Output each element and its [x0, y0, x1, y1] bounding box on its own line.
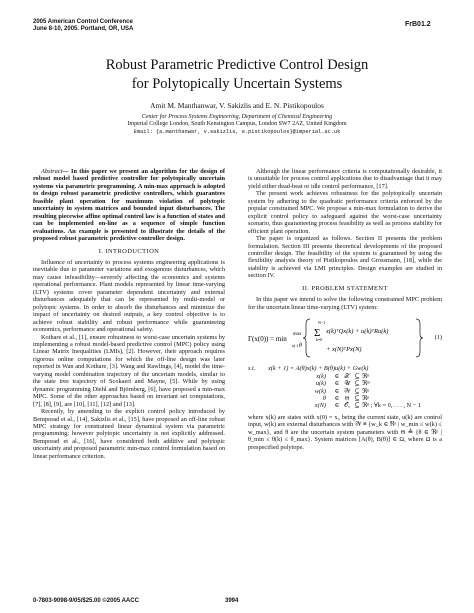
section-heading-problem-statement: II. PROBLEM STATEMENT	[302, 284, 388, 292]
svg-text:Σ: Σ	[314, 327, 321, 340]
objective-equation	[248, 316, 442, 360]
svg-text:x(k)ᵀQx(k) + u(k)ᵀRu(k): x(k)ᵀQx(k) + u(k)ᵀRu(k)	[326, 328, 389, 336]
constraint-lhs: x(N)	[314, 402, 326, 410]
session-code: FrB01.2	[405, 21, 431, 28]
right-column	[248, 168, 442, 451]
svg-text:u(·): u(·)	[292, 343, 298, 349]
section-heading-introduction: I. INTRODUCTION	[98, 247, 160, 255]
objective-formula	[248, 316, 426, 360]
title-line-2: for Polytopically Uncertain Systems	[131, 76, 343, 92]
constraint-lhs: x(k)	[316, 372, 326, 380]
right-paragraph-2: The present work achieves robustness for the polytopically uncertain system by adhering to the quadratic performance criteria enforced by the popular constrained MPC. We propose a min-max formulation to derive the explicit control policy to safeguard against the worst-case uncertainty scenario, thus guaranteeing process feasibility as well as process stability for efficient plant operation.	[248, 190, 442, 235]
conference-header	[33, 19, 133, 33]
subject-to-label: s.t.	[248, 365, 256, 373]
right-paragraph-3: The paper is organized as follows. Section II presents the problem formulation. Section III presents theoretical developments of the proposed controller design. The feasibility of the system is guaranteed by using the flexibility analysis theory of Pistikopoulos and Grossmann, [18], while the stability is achieved via LMI principles. Design examples are studied in section IV.	[248, 235, 442, 280]
footer-page-number: 3994	[225, 598, 239, 604]
svg-text:N−1: N−1	[318, 320, 326, 326]
affiliation-address: Imperial College London, South Kensington Campus, London SW7 2AZ, United Kingdom	[127, 121, 347, 128]
intro-paragraph-3: Recently, by amending to the explicit control policy introduced by Bemporad et al., [14], Sakizlis et al., [15], have proposed an off-line robust MPC strategy for constrained linear dynamical system via parametric programming; however polytopic uncertainty is not explicitly addressed. Bemporad et al., [16], have considered both additive and polytopic uncertainty and proposed parametric min-max control formulation based on linear performance criterion.	[33, 408, 225, 460]
affiliation-center: Center for Process Systems Engineering, Department of Chemical Engineering	[141, 114, 333, 120]
constraint-lhs: u(k)	[315, 380, 326, 388]
constraint-lhs: θ	[322, 394, 326, 402]
conference-line-2: June 8-10, 2005. Portland, OR, USA	[33, 26, 134, 32]
author-list: Amit M. Manthanwar, V. Sakizlis and E. N. Pistikopoulos	[150, 101, 324, 110]
svg-text:k=0: k=0	[316, 337, 323, 343]
constraint-block	[248, 365, 442, 410]
abstract-text: — In this paper we present an algorithm for the design of robust model based predictive controller for polytopically uncertain systems via parametric programming. A min-max approach is adopted to design robust parametric predictive controllers, which guarantees feasible plant operation for maximum violation of polytopic uncertainty in system matrices and bounded input disturbances. The resulting piecewise affine optimal control law is a function of states and can be implemented on-line as a sequence of simple function evaluations. An example is presented to illustrate the details of the proposed robust parametric predictive controller design.	[33, 168, 225, 243]
constraint-lhs: w(k)	[314, 387, 326, 395]
conference-line-1: 2005 American Control Conference	[33, 19, 133, 25]
constraint-row: u(k) ∈ 𝒰 ⊆ ℜᵐ	[248, 380, 442, 387]
closing-paragraph: where x(k) are states with x(0) = x₀ being the current state, u(k) are control input, w(k) are external disturbances with 𝒲 ≜ {w_k ∈ ℜⁿ | w_min ≤ w(k) ≤ w_max}, and θ are the uncertain system parameters with Θ ≜ {θ ∈ ℜᵖ | θ_min ≤ θ(k) ≤ θ_max}. System matrices [A(θ), B(θ)] ∈ Ω, where Ω is a prespecified polytope.	[248, 413, 442, 451]
title-line-1: Robust Parametric Predictive Control Design	[105, 57, 369, 73]
right-paragraph-1: Although the linear performance criteria is computationally desirable, it is unsuitable for process control applications due to disadvantage that it may yield either dead-beat or idle control performance, [17].	[248, 168, 442, 190]
dynamics-equation: x(k + 1) = A(θ)x(k) + B(θ)u(k) + Gw(k)	[268, 365, 369, 373]
intro-paragraph-2: Kothare et al., [1], ensure robustness to worst-case uncertain systems by implementing a robust model-based predictive control (MPC) policy using Linear Matrix Inequalities (LMIs), [2]. However, their approach requires rigorous online computations for which the off-line design was later reported in Wan and Kothare, [3]. Wang and Rawlings, [4], model the time-varying model combination trajectory of the uncertain models, similar to the state tree trajectory of Scokaert and Mayne, [5]. While by using dynamic programming Diehl and Björnberg, [6], have proposed a min-max MPC. Some of the other approaches based on invariant set computations, [7], [8], [9], are [10], [11], [12] and [13].	[33, 333, 225, 408]
constraint-row: x(k) ∈ 𝒳 ⊆ ℜⁿ	[248, 373, 442, 380]
svg-text:+ x(N)ᵀPx(N): + x(N)ᵀPx(N)	[326, 346, 362, 354]
section2-intro: In this paper we intend to solve the following constrained MPC problem for the uncertain linear time-varying (LTV) system:	[248, 296, 442, 311]
affiliation-block	[0, 114, 474, 136]
svg-text:θ: θ	[299, 343, 302, 350]
equation-number: (1)	[434, 334, 442, 342]
left-column	[33, 168, 225, 460]
affiliation-email: Email: {a.manthanwar, v.sakizlis, e.pistikopoulos}@imperial.ac.uk	[133, 128, 341, 135]
constraint-row: θ ∈ Θ ⊆ ℜᵖ	[248, 395, 442, 402]
abstract	[33, 168, 225, 243]
paper-title	[0, 56, 474, 94]
constraint-row: x(N) ∈ 𝒪ₓ ⊆ ℜⁿ ; ∀k = 0, . . . , N − 1	[248, 402, 442, 409]
abstract-label: Abstract	[41, 168, 63, 175]
constraint-row: w(k) ∈ 𝒲 ⊆ ℜⁿ	[248, 388, 442, 395]
footer-isbn: 0-7803-9098-9/05/$25.00 ©2005 AACC	[33, 598, 139, 604]
svg-text:max: max	[293, 332, 302, 338]
intro-paragraph-1: Influence of uncertainty to process systems engineering applications is inevitable due to parameter variations and exogenous disturbances, which may cause infeasibility—severely affecting the economics and systems operational performance. Plant models represented by linear time-varying (LTV) systems cover parameter dependent uncertainty and external disturbances adequately that can be represented by multi-model or polytopic systems. In order to absorb the disturbances and minimize the impact of uncertainty on desired outputs, a key control objective is to achieve robust stability and robust performance while guaranteeing economics, performance and operational safety.	[33, 258, 225, 334]
svg-text:Γ(x(0)) = min: Γ(x(0)) = min	[248, 335, 287, 344]
dynamics-row	[248, 365, 442, 372]
